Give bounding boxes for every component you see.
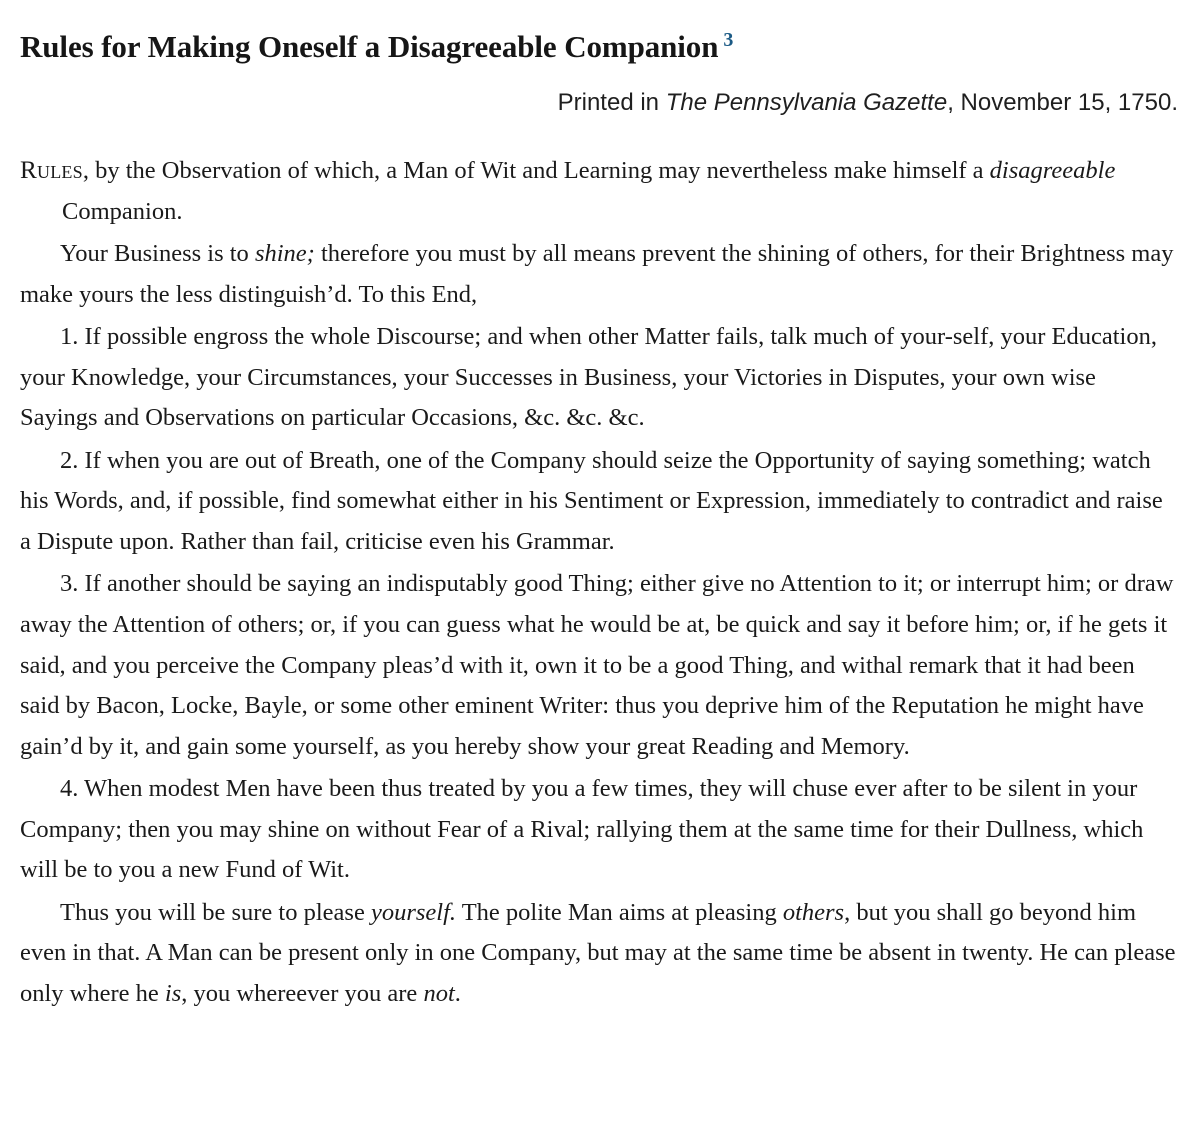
publication-source-line bbox=[0, 66, 1200, 118]
text-run: Companion. bbox=[62, 197, 183, 225]
text-run: therefore you must by all means prevent the shining of others, for their Brightness may make yours the less distinguish’d. To this End, bbox=[20, 240, 1174, 308]
paragraph-rule-2 bbox=[20, 441, 1178, 565]
publication-name: The Pennsylvania Gazette bbox=[665, 88, 948, 116]
text-run: disagreeable bbox=[989, 156, 1116, 184]
paragraph-rule-1 bbox=[20, 317, 1178, 441]
text-run: , you whereever you are bbox=[181, 979, 424, 1007]
text-run: 4. When modest Men have been thus treated by you a few times, they will chuse ever after to be silent in your Company; then you may shine on without Fear of a Rival; rallying them at the same time for their Dullness, which will be to you a new Fund of Wit. bbox=[20, 775, 1144, 884]
paragraph-lead bbox=[20, 150, 1178, 234]
source-prefix: Printed in bbox=[557, 88, 666, 116]
text-run: , by the Observation of which, a Man of Wit and Learning may nevertheless make himself a bbox=[82, 156, 990, 184]
text-run: The polite Man aims at pleasing bbox=[456, 898, 783, 926]
source-suffix: , November 15, 1750. bbox=[947, 88, 1178, 116]
page-title bbox=[0, 0, 1200, 66]
text-run: . bbox=[454, 979, 461, 1007]
paragraph-rule-3 bbox=[20, 564, 1178, 769]
text-run: shine; bbox=[254, 240, 315, 268]
text-run: , but you shall go beyond him even in that. A Man can be present only in one Company, but may at the same time be absent in twenty. He can please only where he bbox=[20, 898, 1176, 1007]
document-body bbox=[0, 150, 1200, 1017]
text-run: is bbox=[164, 979, 182, 1007]
text-run: 3. If another should be saying an indisputably good Thing; either give no Attention to it; or interrupt him; or draw away the Attention of others; or, if you can guess what he would be at, be quick and say it before him; or, if he gets it said, and you perceive the Company pleas’d with it, own it to be a good Thing, and withal remark that it had been said by Bacon, Locke, Bayle, or some other eminent Writer: thus you deprive him of the Reputation he might have gain’d by it, and gain some yourself, as you hereby show your great Reading and Memory. bbox=[20, 570, 1174, 760]
paragraph-intro bbox=[20, 234, 1178, 317]
text-run: 1. If possible engross the whole Discourse; and when other Matter fails, talk much of your-self, your Education, your Knowledge, your Circumstances, your Successes in Business, your Victories in Disputes, your own wise Sayings and Observations on particular Occasions, &c. &c. &c. bbox=[20, 323, 1157, 432]
text-run: yourself. bbox=[370, 898, 457, 926]
paragraph-closing bbox=[20, 893, 1178, 1017]
paragraph-rule-4 bbox=[20, 769, 1178, 893]
text-run: Thus you will be sure to please bbox=[60, 898, 371, 926]
text-run: Rules bbox=[20, 156, 83, 184]
page-title-text: Rules for Making Oneself a Disagreeable Companion bbox=[20, 29, 719, 64]
text-run: not bbox=[423, 979, 455, 1007]
text-run: others bbox=[782, 898, 845, 926]
text-run: Your Business is to bbox=[60, 240, 255, 268]
footnote-reference-marker[interactable]: 3 bbox=[723, 28, 734, 51]
text-run: 2. If when you are out of Breath, one of the Company should seize the Opportunity of saying something; watch his Words, and, if possible, find somewhat either in his Sentiment or Expression, immediately to contradict and raise a Dispute upon. Rather than fail, criticise even his Grammar. bbox=[20, 446, 1163, 555]
